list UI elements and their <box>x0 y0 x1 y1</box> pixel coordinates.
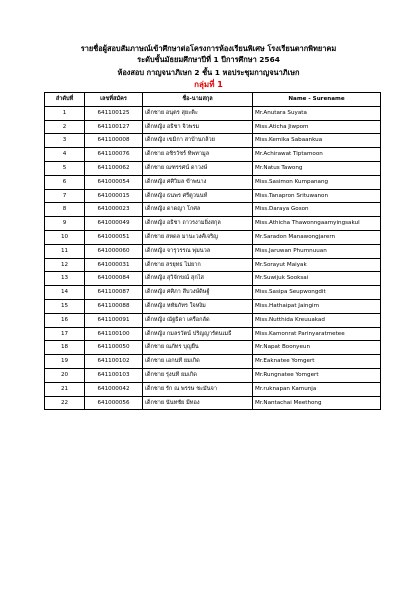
table-row <box>45 106 381 120</box>
cell-name-en: Mr.Eaknatee Yomgert <box>253 355 381 369</box>
cell-name-th: เด็กหญิง หทัยภัทร ใจหงิม <box>143 299 253 313</box>
cell-name-th: เด็กหญิง จารุวรรณ พุ่มนวล <box>143 244 253 258</box>
column-header-name-th: ชื่อ-นามสกุล <box>143 93 253 107</box>
table-header-row <box>45 93 381 107</box>
cell-name-en: Mr.ruknapan Kamunja <box>253 382 381 396</box>
cell-name-en: Mr.Natus Tawong <box>253 161 381 175</box>
cell-name-en: Mr.Napat Boonyeun <box>253 341 381 355</box>
table-body <box>45 106 381 410</box>
cell-id: 641100008 <box>85 134 143 148</box>
cell-name-th: เด็กหญิง ศศิภา สีบวงษ์ดิษฐ์ <box>143 286 253 300</box>
table-row <box>45 217 381 231</box>
group-label: กลุ่มที่ 1 <box>194 80 223 89</box>
cell-name-en: Mr.Saradon Manawongjarern <box>253 230 381 244</box>
cell-name-en: Mr.Rungnatee Yomgert <box>253 368 381 382</box>
table-row <box>45 148 381 162</box>
cell-id: 641100100 <box>85 327 143 341</box>
table-row <box>45 161 381 175</box>
cell-name-th: เด็กหญิง ดาดญา โกศล <box>143 203 253 217</box>
cell-no: 10 <box>45 230 85 244</box>
table-row <box>45 355 381 369</box>
cell-no: 12 <box>45 258 85 272</box>
cell-name-th: เด็กหญิง ณัฐธิดา เครือกลัด <box>143 313 253 327</box>
cell-no: 1 <box>45 106 85 120</box>
cell-id: 641100091 <box>85 313 143 327</box>
cell-name-en: Miss.Sasipa Seupwongdit <box>253 286 381 300</box>
cell-id: 641100062 <box>85 161 143 175</box>
column-header-no: ลำดับที่ <box>45 93 85 107</box>
cell-name-th: เด็กหญิง อธิชา จิวพรม <box>143 120 253 134</box>
cell-name-th: เด็กชาย ณภัทร บุญยืน <box>143 341 253 355</box>
cell-name-en: Miss.Sasimon Kumpanang <box>253 175 381 189</box>
cell-name-en: Miss.Kemika Sabaankua <box>253 134 381 148</box>
table-row <box>45 272 381 286</box>
cell-name-th: เด็กหญิง กมลรวัตน์ ปริญญารัตนเมธี <box>143 327 253 341</box>
table-row <box>45 327 381 341</box>
cell-no: 20 <box>45 368 85 382</box>
table-row <box>45 382 381 396</box>
cell-no: 4 <box>45 148 85 162</box>
cell-no: 18 <box>45 341 85 355</box>
cell-no: 11 <box>45 244 85 258</box>
table-row <box>45 396 381 410</box>
cell-id: 641000060 <box>85 244 143 258</box>
table-row <box>45 175 381 189</box>
table-row <box>45 286 381 300</box>
cell-id: 641000084 <box>85 272 143 286</box>
cell-name-th: เด็กชาย รัก ณ พรรษ ชะมันจา <box>143 382 253 396</box>
cell-no: 7 <box>45 189 85 203</box>
cell-no: 2 <box>45 120 85 134</box>
cell-id: 641100076 <box>85 148 143 162</box>
cell-name-th: เด็กชาย อชิรวัชร์ ทิพทามูล <box>143 148 253 162</box>
table-row <box>45 313 381 327</box>
table-row <box>45 258 381 272</box>
cell-id: 641000023 <box>85 203 143 217</box>
cell-no: 5 <box>45 161 85 175</box>
cell-no: 16 <box>45 313 85 327</box>
cell-name-th: เด็กหญิง สุวิจักขณ์ สุกไส <box>143 272 253 286</box>
cell-id: 641100050 <box>85 341 143 355</box>
cell-no: 19 <box>45 355 85 369</box>
cell-name-en: Miss.Aticha Jiwpom <box>253 120 381 134</box>
student-table <box>44 92 381 410</box>
document-title: รายชื่อผู้สอบสัมภาษณ์เข้าศึกษาต่อโครงการห้องเรียนพิเศษ โรงเรียนตากพิทยาคม <box>80 44 337 53</box>
cell-name-th: เด็กชาย เอกนที ยมเกิด <box>143 355 253 369</box>
table-row <box>45 299 381 313</box>
cell-name-th: เด็กชาย อนุตร สุยะติะ <box>143 106 253 120</box>
cell-name-en: Mr.Anutara Suyata <box>253 106 381 120</box>
cell-no: 8 <box>45 203 85 217</box>
cell-id: 641000049 <box>85 217 143 231</box>
cell-no: 6 <box>45 175 85 189</box>
cell-id: 641000056 <box>85 396 143 410</box>
cell-id: 641000042 <box>85 382 143 396</box>
cell-no: 17 <box>45 327 85 341</box>
cell-name-th: เด็กชาย นันทชัย มีทอง <box>143 396 253 410</box>
cell-name-en: Mr.Nantachai Meethong <box>253 396 381 410</box>
cell-id: 641000051 <box>85 230 143 244</box>
cell-name-en: Mr.Sorayut Maiyak <box>253 258 381 272</box>
column-header-name-en: Name - Surename <box>253 93 381 107</box>
cell-id: 641000054 <box>85 175 143 189</box>
cell-no: 15 <box>45 299 85 313</box>
cell-id: 641100103 <box>85 368 143 382</box>
table-row <box>45 341 381 355</box>
table-row <box>45 244 381 258</box>
cell-name-en: Mr.Achirawat Tiptamoon <box>253 148 381 162</box>
cell-name-th: เด็กหญิง เขมิกา สาบ้านกล้วย <box>143 134 253 148</box>
cell-name-th: เด็กชาย สรยุทธ ไม่ยาก <box>143 258 253 272</box>
cell-name-en: Miss.Kamonrat Parinyaratmetee <box>253 327 381 341</box>
cell-id: 641100127 <box>85 120 143 134</box>
cell-name-th: เด็กหญิง ศศิวิมล ข้าพนาง <box>143 175 253 189</box>
cell-name-th: เด็กชาย ณฑรรศน์ ดาวงษ์ <box>143 161 253 175</box>
document-subtitle-room: ห้องสอบ กาญจนาภิเษก 2 ชั้น 1 หอประชุมกาญจนาภิเษก <box>117 68 300 77</box>
cell-name-en: Miss.Nutthida Kreuuakad <box>253 313 381 327</box>
table-row <box>45 134 381 148</box>
column-header-id: เลขที่สมัคร <box>85 93 143 107</box>
table-row <box>45 203 381 217</box>
cell-id: 641000015 <box>85 189 143 203</box>
cell-no: 13 <box>45 272 85 286</box>
cell-name-th: เด็กหญิง ธนพร ศรีตูวนนท์ <box>143 189 253 203</box>
document-subtitle-level: ระดับชั้นมัธยมศึกษาปีที่ 1 ปีการศึกษา 2564 <box>137 55 280 64</box>
cell-name-en: Miss.Tanapron Srituwanon <box>253 189 381 203</box>
cell-name-en: Miss.Jaruwan Phumnuuan <box>253 244 381 258</box>
cell-id: 641100087 <box>85 286 143 300</box>
table-row <box>45 120 381 134</box>
cell-id: 641100102 <box>85 355 143 369</box>
cell-no: 14 <box>45 286 85 300</box>
cell-id: 641100125 <box>85 106 143 120</box>
table-row <box>45 368 381 382</box>
cell-no: 9 <box>45 217 85 231</box>
cell-name-th: เด็กชาย รุ่งนที ยมเกิด <box>143 368 253 382</box>
cell-name-en: Miss.Hathaipat Jaingim <box>253 299 381 313</box>
table-row <box>45 230 381 244</box>
cell-no: 21 <box>45 382 85 396</box>
cell-id: 641000031 <box>85 258 143 272</box>
cell-no: 3 <box>45 134 85 148</box>
cell-name-en: Miss.Athicha Thawonngaamyingsakul <box>253 217 381 231</box>
cell-name-th: เด็กชาย สหดล มานะวงศ์เจริญ <box>143 230 253 244</box>
cell-name-en: Mr.Suwijuk Sooksai <box>253 272 381 286</box>
table-row <box>45 189 381 203</box>
cell-name-th: เด็กหญิง อธิชา ถาวรงามยิ่งสกุล <box>143 217 253 231</box>
cell-name-en: Miss.Daraya Goson <box>253 203 381 217</box>
cell-id: 641100088 <box>85 299 143 313</box>
cell-no: 22 <box>45 396 85 410</box>
